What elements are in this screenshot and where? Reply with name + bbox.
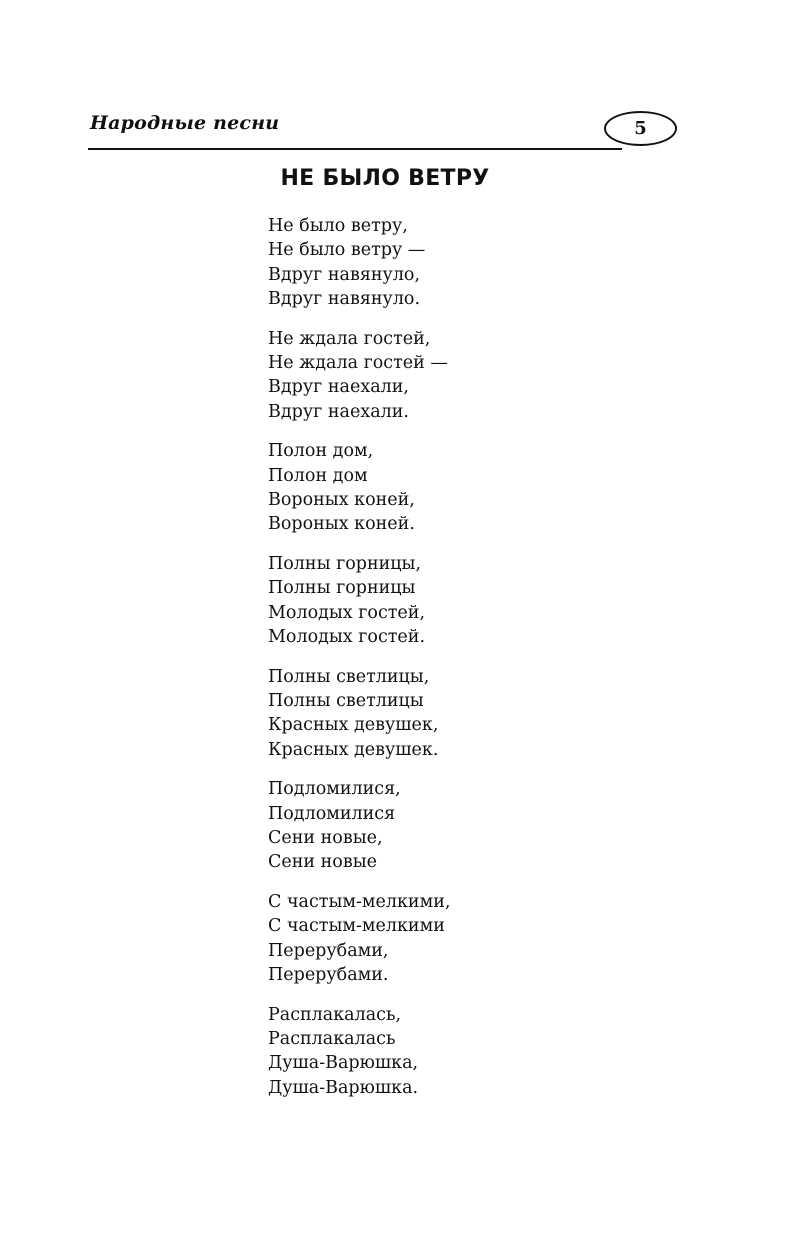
poem-line: С частым-мелкими <box>268 916 445 937</box>
poem-line: С частым-мелкими, <box>268 892 451 913</box>
poem-line: Не ждала гостей, <box>268 328 431 349</box>
poem-line: Полон дом <box>268 465 368 486</box>
poem-line: Расплакалась <box>268 1029 396 1050</box>
stanza <box>268 665 450 762</box>
poem-line: Подломилися, <box>268 779 401 800</box>
poem-line: Вороных коней, <box>268 489 415 510</box>
stanza <box>268 439 450 536</box>
song-title: НЕ БЫЛО ВЕТРУ <box>280 166 490 191</box>
poem-line: Вдруг наехали. <box>268 401 409 422</box>
poem-line: Перерубами. <box>268 965 389 986</box>
poem-line: Душа-Варюшка. <box>268 1077 419 1098</box>
poem-line: Красных девушек. <box>268 739 439 760</box>
poem-line: Молодых гостей. <box>268 626 426 647</box>
stanza <box>268 552 450 649</box>
stanza <box>268 777 450 874</box>
poem-line: Вдруг навянуло. <box>268 288 421 309</box>
running-title: Народные песни <box>90 112 280 134</box>
stanza <box>268 890 450 987</box>
poem-line: Не было ветру — <box>268 240 426 261</box>
poem-line: Сени новые, <box>268 828 383 849</box>
header-rule <box>88 148 622 150</box>
poem-line: Подломилися <box>268 803 396 824</box>
poem-line: Полны светлицы, <box>268 666 430 687</box>
stanza <box>268 1003 450 1100</box>
poem-line: Сени новые <box>268 852 377 873</box>
poem-line: Вдруг наехали, <box>268 377 409 398</box>
stanza <box>268 327 450 424</box>
poem-line: Не было ветру, <box>268 216 408 236</box>
poem-line: Не ждала гостей — <box>268 352 448 373</box>
poem-line: Расплакалась, <box>268 1004 402 1025</box>
poem-line: Полны светлицы <box>268 691 424 712</box>
page-number: 5 <box>604 111 677 146</box>
poem-line: Вороных коней. <box>268 514 415 535</box>
poem-line: Вдруг навянуло, <box>268 264 421 285</box>
poem-line: Перерубами, <box>268 940 389 961</box>
poem-line: Красных девушек, <box>268 715 439 736</box>
poem-line: Молодых гостей, <box>268 602 426 623</box>
poem <box>268 214 450 1116</box>
poem-line: Душа-Варюшка, <box>268 1053 419 1074</box>
poem-line: Полны горницы, <box>268 554 422 575</box>
stanza <box>268 214 450 311</box>
poem-line: Полны горницы <box>268 578 416 599</box>
poem-line: Полон дом, <box>268 441 374 462</box>
